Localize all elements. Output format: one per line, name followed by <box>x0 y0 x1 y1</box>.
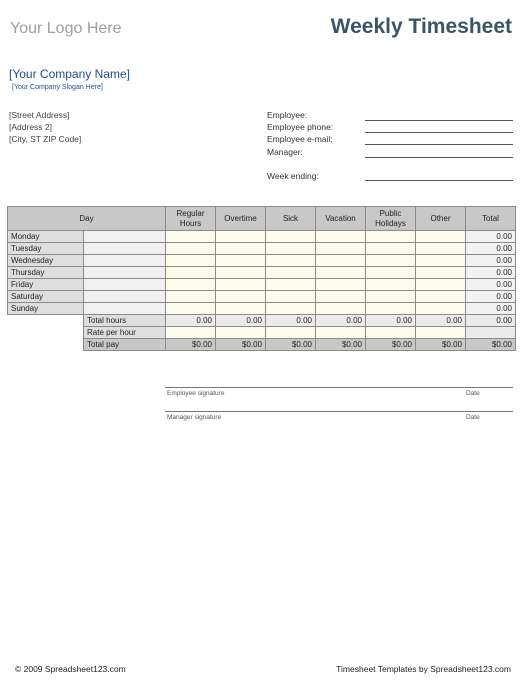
day-note-input[interactable] <box>84 243 166 255</box>
day-row <box>8 279 516 291</box>
day-note-input[interactable] <box>84 303 166 315</box>
day-label: Monday <box>8 231 84 243</box>
total-pay-row <box>8 339 516 351</box>
total-pay-sick: $0.00 <box>266 339 316 351</box>
hours-vacation-input[interactable] <box>316 255 366 267</box>
total-pay-vacation: $0.00 <box>316 339 366 351</box>
company-name[interactable]: [Your Company Name] <box>9 67 130 81</box>
col-overtime: Overtime <box>216 207 266 231</box>
total-hours-overtime: 0.00 <box>216 315 266 327</box>
hours-overtime-input[interactable] <box>216 303 266 315</box>
col-other: Other <box>416 207 466 231</box>
hours-vacation-input[interactable] <box>316 243 366 255</box>
day-row <box>8 303 516 315</box>
day-row <box>8 243 516 255</box>
col-regular-hours: Regular Hours <box>166 207 216 231</box>
hours-other-input[interactable] <box>416 267 466 279</box>
hours-other-input[interactable] <box>416 231 466 243</box>
hours-sick-input[interactable] <box>266 303 316 315</box>
day-note-input[interactable] <box>84 267 166 279</box>
rate-other-input[interactable] <box>416 327 466 339</box>
employee-label: Employee: <box>267 110 308 120</box>
address-2[interactable]: [Address 2] <box>9 122 52 132</box>
day-total: 0.00 <box>466 243 516 255</box>
total-hours-total: 0.00 <box>466 315 516 327</box>
day-row <box>8 255 516 267</box>
employee-phone-label: Employee phone: <box>267 122 334 132</box>
col-public-holidays: Public Holidays <box>366 207 416 231</box>
col-vacation: Vacation <box>316 207 366 231</box>
day-label: Wednesday <box>8 255 84 267</box>
manager-signature-line[interactable] <box>165 411 513 412</box>
total-hours-public-holidays: 0.00 <box>366 315 416 327</box>
company-slogan[interactable]: [Your Company Slogan Here] <box>12 84 103 91</box>
total-pay-regular: $0.00 <box>166 339 216 351</box>
manager-field[interactable] <box>365 157 513 158</box>
hours-other-input[interactable] <box>416 243 466 255</box>
total-hours-other: 0.00 <box>416 315 466 327</box>
day-total: 0.00 <box>466 303 516 315</box>
rate-regular-input[interactable] <box>166 327 216 339</box>
rate-public-holidays-input[interactable] <box>366 327 416 339</box>
hours-overtime-input[interactable] <box>216 243 266 255</box>
employee-phone-field[interactable] <box>365 132 513 133</box>
hours-sick-input[interactable] <box>266 243 316 255</box>
hours-overtime-input[interactable] <box>216 267 266 279</box>
rate-total <box>466 327 516 339</box>
hours-overtime-input[interactable] <box>216 231 266 243</box>
rate-overtime-input[interactable] <box>216 327 266 339</box>
day-label: Friday <box>8 279 84 291</box>
city-state-zip[interactable]: [City, ST ZIP Code] <box>9 134 82 144</box>
manager-signature-date-label: Date <box>466 414 480 421</box>
employee-email-label: Employee e-mail: <box>267 134 333 144</box>
employee-signature-date-label: Date <box>466 390 480 397</box>
day-note-input[interactable] <box>84 255 166 267</box>
day-note-input[interactable] <box>84 291 166 303</box>
hours-overtime-input[interactable] <box>216 255 266 267</box>
hours-sick-input[interactable] <box>266 231 316 243</box>
total-pay-overtime: $0.00 <box>216 339 266 351</box>
rate-vacation-input[interactable] <box>316 327 366 339</box>
hours-public-holidays-input[interactable] <box>366 255 416 267</box>
col-sick: Sick <box>266 207 316 231</box>
hours-sick-input[interactable] <box>266 267 316 279</box>
hours-public-holidays-input[interactable] <box>366 291 416 303</box>
hours-other-input[interactable] <box>416 303 466 315</box>
day-label: Tuesday <box>8 243 84 255</box>
table-header-row <box>8 207 516 231</box>
timesheet-table <box>7 206 516 351</box>
day-label: Sunday <box>8 303 84 315</box>
street-address[interactable]: [Street Address] <box>9 110 70 120</box>
manager-label: Manager: <box>267 147 303 157</box>
employee-signature-label: Employee signature <box>167 390 225 397</box>
hours-public-holidays-input[interactable] <box>366 231 416 243</box>
total-hours-sick: 0.00 <box>266 315 316 327</box>
employee-signature-line[interactable] <box>165 387 513 388</box>
total-pay-total: $0.00 <box>466 339 516 351</box>
total-pay-other: $0.00 <box>416 339 466 351</box>
manager-signature-label: Manager signature <box>167 414 222 421</box>
hours-public-holidays-input[interactable] <box>366 279 416 291</box>
hours-regular-input[interactable] <box>166 303 216 315</box>
total-hours-row <box>8 315 516 327</box>
week-ending-label: Week ending: <box>267 171 319 181</box>
day-total: 0.00 <box>466 291 516 303</box>
hours-regular-input[interactable] <box>166 279 216 291</box>
hours-other-input[interactable] <box>416 279 466 291</box>
hours-regular-input[interactable] <box>166 291 216 303</box>
total-pay-public-holidays: $0.00 <box>366 339 416 351</box>
total-pay-label: Total pay <box>84 339 166 351</box>
hours-regular-input[interactable] <box>166 255 216 267</box>
hours-vacation-input[interactable] <box>316 279 366 291</box>
hours-sick-input[interactable] <box>266 291 316 303</box>
page-title: Weekly Timesheet <box>330 15 512 38</box>
footer-copyright: © 2009 Spreadsheet123.com <box>15 664 126 674</box>
day-total: 0.00 <box>466 267 516 279</box>
hours-public-holidays-input[interactable] <box>366 267 416 279</box>
day-note-input[interactable] <box>84 231 166 243</box>
total-hours-regular: 0.00 <box>166 315 216 327</box>
footer-link[interactable]: Timesheet Templates by Spreadsheet123.com <box>336 664 511 674</box>
employee-email-field[interactable] <box>365 144 513 145</box>
total-hours-label: Total hours <box>84 315 166 327</box>
hours-sick-input[interactable] <box>266 255 316 267</box>
day-row <box>8 267 516 279</box>
hours-public-holidays-input[interactable] <box>366 243 416 255</box>
week-ending-field[interactable] <box>365 180 513 181</box>
logo-placeholder: Your Logo Here <box>10 20 122 37</box>
hours-public-holidays-input[interactable] <box>366 303 416 315</box>
rate-row <box>8 327 516 339</box>
day-row <box>8 231 516 243</box>
rate-sick-input[interactable] <box>266 327 316 339</box>
hours-regular-input[interactable] <box>166 267 216 279</box>
day-total: 0.00 <box>466 231 516 243</box>
hours-regular-input[interactable] <box>166 243 216 255</box>
day-label: Thursday <box>8 267 84 279</box>
hours-vacation-input[interactable] <box>316 267 366 279</box>
col-total: Total <box>466 207 516 231</box>
hours-regular-input[interactable] <box>166 231 216 243</box>
hours-overtime-input[interactable] <box>216 291 266 303</box>
day-label: Saturday <box>8 291 84 303</box>
hours-vacation-input[interactable] <box>316 303 366 315</box>
hours-overtime-input[interactable] <box>216 279 266 291</box>
day-row <box>8 291 516 303</box>
day-total: 0.00 <box>466 255 516 267</box>
hours-sick-input[interactable] <box>266 279 316 291</box>
rate-per-hour-label: Rate per hour <box>84 327 166 339</box>
hours-other-input[interactable] <box>416 255 466 267</box>
hours-vacation-input[interactable] <box>316 291 366 303</box>
hours-other-input[interactable] <box>416 291 466 303</box>
hours-vacation-input[interactable] <box>316 231 366 243</box>
employee-field[interactable] <box>365 120 513 121</box>
col-day: Day <box>8 207 166 231</box>
day-total: 0.00 <box>466 279 516 291</box>
total-hours-vacation: 0.00 <box>316 315 366 327</box>
day-note-input[interactable] <box>84 279 166 291</box>
